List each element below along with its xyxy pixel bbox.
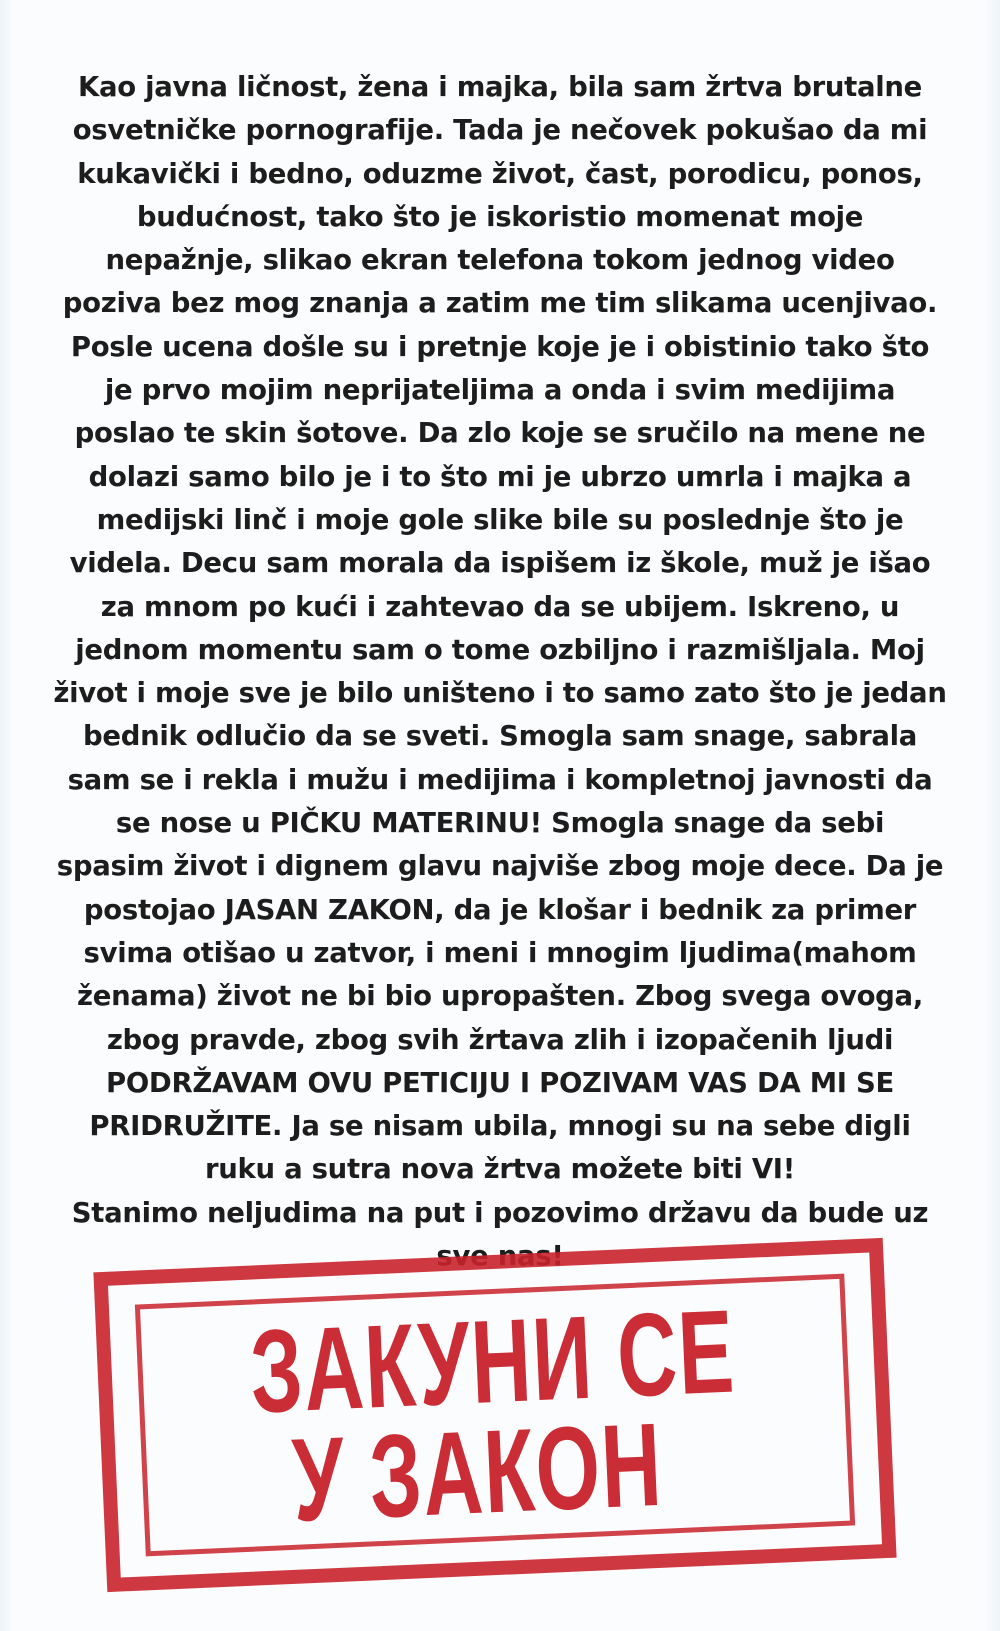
- statement-line: videla. Decu sam morala da ispišem iz škole, muž je išao: [69, 547, 931, 580]
- statement-line: spasim život i dignem glavu najviše zbog moje dece. Da je: [56, 850, 944, 883]
- statement-line: PODRŽAVAM OVU PETICIJU I POZIVAM VAS DA MI SE: [105, 1066, 894, 1099]
- statement-line: nepažnje, slikao ekran telefona tokom jednog video: [105, 244, 895, 277]
- stamp-line-2: У ЗАКОН: [289, 1398, 666, 1547]
- statement-line: za mnom po kući i zahtevao da se ubijem. Iskreno, u: [100, 590, 900, 623]
- statement-line: ženama) život ne bi bio upropašten. Zbog svega ovoga,: [77, 980, 923, 1013]
- statement-line: budućnost, tako što je iskoristio momenat moje: [136, 200, 864, 233]
- statement-text: [8, 66, 992, 1278]
- statement-line: medijski linč i moje gole slike bile su poslednje što je: [96, 503, 904, 536]
- statement-line: bednik odlučio da se sveti. Smogla sam snage, sabrala: [82, 720, 918, 753]
- statement-line: se nose u PIČKU MATERINU! Smogla snage da sebi: [115, 807, 885, 840]
- statement-line: svima otišao u zatvor, i meni i mnogim ljudima(mahom: [83, 936, 917, 969]
- statement-line: ruku a sutra nova žrtva možete biti VI!: [205, 1153, 795, 1186]
- statement-line: je prvo mojim neprijateljima a onda i svim medijima: [104, 374, 896, 407]
- statement-line: osvetničke pornografije. Tada je nečovek pokušao da mi: [72, 114, 928, 147]
- statement-line: dolazi samo bilo je i to što mi je ubrzo umrla i majka a: [88, 460, 912, 493]
- statement-line: sam se i rekla i mužu i medijima i kompletnoj javnosti da: [67, 763, 933, 796]
- statement-line: poslao te skin šotove. Da zlo koje se sručilo na mene ne: [74, 417, 926, 450]
- statement-line: život i moje sve je bilo uništeno i to samo zato što je jedan: [53, 677, 947, 710]
- statement-line: Kao javna ličnost, žena i majka, bila sam žrtva brutalne: [78, 71, 922, 103]
- statement-line: PRIDRUŽITE. Ja se nisam ubila, mnogi su na sebe digli: [89, 1110, 911, 1143]
- statement-line: postojao JASAN ZAKON, da je klošar i bednik za primer: [83, 893, 917, 926]
- stamp: [93, 1238, 896, 1592]
- stamp-line-1: ЗАКУНИ СЕ: [247, 1285, 738, 1439]
- statement-line: poziva bez mog znanja a zatim me tim slikama ucenjivao.: [62, 287, 938, 320]
- statement-line: sve nas!: [436, 1240, 564, 1273]
- statement-line: Stanimo neljudima na put i pozovimo državu da bude uz: [71, 1196, 929, 1229]
- statement-line: Posle ucena došle su i pretnje koje je i obistinio tako što: [70, 330, 930, 363]
- statement-line: zbog pravde, zbog svih žrtava zlih i izopačenih ljudi: [106, 1023, 894, 1056]
- statement-line: kukavički i bedno, oduzme život, čast, porodicu, ponos,: [77, 157, 923, 190]
- statement-line: jednom momentu sam o tome ozbiljno i razmišljala. Moj: [75, 633, 925, 666]
